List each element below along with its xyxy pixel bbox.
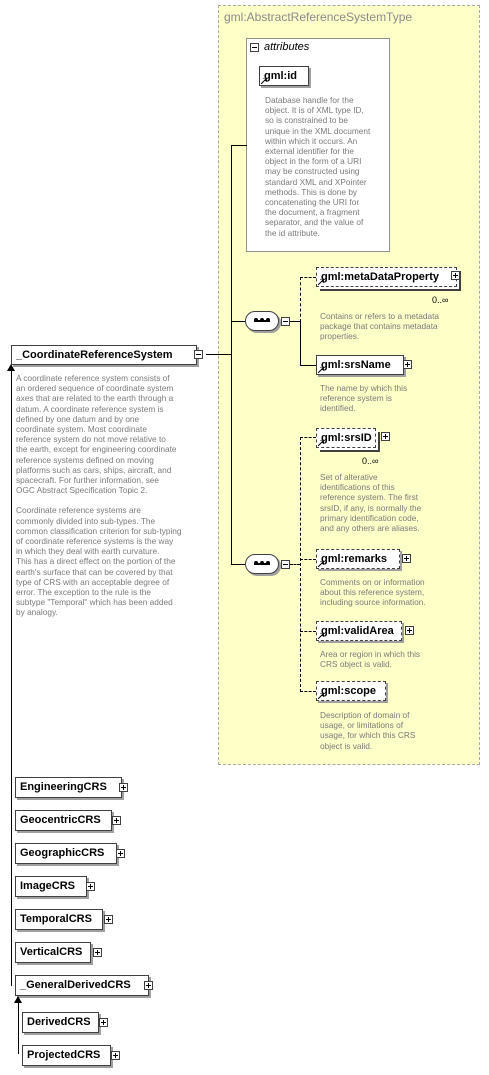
collapse-root-icon[interactable] (194, 350, 203, 359)
reference-arrow-icon (318, 367, 324, 373)
collapse-attributes-icon[interactable] (250, 43, 259, 52)
srsname-label: gml:srsName (321, 359, 391, 371)
gml-id-attribute[interactable] (259, 66, 309, 86)
subtype-derivedcrs[interactable]: DerivedCRS (22, 1012, 99, 1033)
metadata-branch (300, 277, 316, 278)
remarks-branch (300, 559, 316, 560)
expand-derivedcrs-icon[interactable] (99, 1018, 108, 1027)
expand-srsname-icon[interactable] (403, 360, 412, 369)
seq2-out (290, 564, 300, 565)
expand-temporalcrs-icon[interactable] (104, 915, 113, 924)
remarks-element[interactable] (316, 549, 400, 569)
reference-arrow-icon (318, 440, 324, 446)
subtype-generalderivedcrs[interactable]: _GeneralDerivedCRS (15, 975, 149, 996)
expand-geographiccrs-icon[interactable] (116, 849, 125, 858)
scope-branch (300, 691, 316, 692)
srsname-branch (300, 365, 316, 366)
metadataproperty-label: gml:metaDataProperty (321, 271, 439, 283)
reference-arrow-icon (318, 693, 324, 699)
subtype-projectedcrs[interactable]: ProjectedCRS (22, 1045, 111, 1066)
reference-arrow-icon (318, 561, 324, 567)
expand-srsid-icon[interactable] (381, 432, 390, 441)
srsid-branch (300, 437, 316, 438)
remarks-label: gml:remarks (321, 553, 388, 565)
expand-projectedcrs-icon[interactable] (111, 1051, 120, 1060)
type-group-title: gml:AbstractReferenceSystemType (224, 10, 413, 24)
gml-id-label: gml:id (264, 70, 297, 82)
seq1-branch-upper (300, 277, 301, 322)
srsid-element[interactable] (316, 428, 376, 448)
gml-id-description: Database handle for the object. It is of XML type ID, so is constrained to be unique in the XML document within which it occurs. An external identifier for the object in the form of a URI may be constructed using standard XML and XPointer methods. This is done by concatenating the URI for the document, a fragment separator, and the value of the id attribute. (265, 95, 371, 238)
expand-generalderivedcrs-icon[interactable] (144, 981, 153, 990)
root-description: A coordinate reference system consists of an ordered sequence of coordinate system axes that are related to the earth through a datum. A coordinate reference system is defined by one datum and by one coordinate system. Most coordinate reference system do not move relative to the earth, except for engineering coordinate reference systems defined on moving platforms such as cars, ships, aircraft, and spacecraft. For further information, see OGC Abstract Specification Topic 2. Coordinate reference systems are commonly divided into sub-types. The common classification criterion for sub-typing of coordinate reference systems is the way in which they deal with earth curvature. This has a direct effect on the portion of the earth's surface that can be covered by that type of CRS with an acceptable degree of error. The exception to the rule is the subtype "Temporal" which has been added by analogy. (16, 373, 182, 618)
expand-imagecrs-icon[interactable] (86, 882, 95, 891)
root-label: _CoordinateReferenceSystem (16, 349, 173, 361)
sequence-compositor-1[interactable] (245, 311, 279, 331)
scope-label: gml:scope (321, 685, 377, 697)
expand-engineeringcrs-icon[interactable] (119, 783, 128, 792)
validarea-branch (300, 631, 316, 632)
validarea-description: Area or region in which this CRS object is valid. (320, 649, 421, 670)
expand-verticalcrs-icon[interactable] (93, 948, 102, 957)
reference-arrow-icon (318, 633, 324, 639)
derived-spine (18, 1002, 19, 1054)
attributes-connector (231, 145, 247, 146)
seq2-branch (300, 437, 301, 692)
scope-description: Description of domain of usage, or limitations of usage, for which this CRS object is valid. (320, 710, 416, 751)
subtype-imagecrs[interactable]: ImageCRS (15, 876, 87, 897)
subtype-temporalcrs[interactable]: TemporalCRS (15, 909, 103, 930)
sequence-compositor-2[interactable] (245, 554, 279, 574)
attributes-label: attributes (264, 41, 310, 53)
remarks-description: Comments on or information about this reference system, including source information. (320, 577, 426, 608)
srsname-description: The name by which this reference system is identified. (320, 383, 408, 414)
coordinate-reference-system-element[interactable] (11, 345, 197, 365)
reference-arrow-icon (261, 78, 267, 84)
validarea-label: gml:validArea (321, 625, 394, 637)
srsid-description: Set of alterative identifications of this reference system. The first srsID, if any, is normally the primary identification code, and any others are aliases. (320, 472, 422, 534)
reference-arrow-icon (318, 279, 324, 285)
expand-remarks-icon[interactable] (402, 554, 411, 563)
metadataproperty-description: Contains or refers to a metadata package that contains metadata properties. (320, 311, 439, 342)
sequence2-connector (231, 564, 245, 565)
subtype-geocentriccrs[interactable]: GeocentricCRS (15, 810, 112, 831)
root-connector (206, 354, 232, 355)
metadataproperty-element[interactable] (316, 267, 457, 287)
expand-geocentriccrs-icon[interactable] (112, 816, 121, 825)
seq1-branch-lower (300, 321, 301, 366)
scope-element[interactable] (316, 681, 386, 701)
subtype-geographiccrs[interactable]: GeographicCRS (15, 843, 117, 864)
expand-validarea-icon[interactable] (405, 626, 414, 635)
subtype-engineeringcrs[interactable]: EngineeringCRS (15, 777, 122, 798)
validarea-element[interactable] (316, 621, 402, 641)
srsname-element[interactable] (316, 355, 404, 375)
type-vertical-connector (231, 145, 232, 565)
collapse-sequence2-icon[interactable] (281, 560, 290, 569)
expand-metadataproperty-icon[interactable] (451, 271, 460, 280)
collapse-sequence1-icon[interactable] (281, 317, 290, 326)
seq1-out (290, 321, 300, 322)
inheritance-spine (11, 370, 12, 986)
subtype-verticalcrs[interactable]: VerticalCRS (15, 942, 91, 963)
sequence1-connector (231, 321, 245, 322)
metadataproperty-cardinality: 0..∞ (432, 295, 449, 305)
srsid-label: gml:srsID (321, 432, 372, 444)
srsid-cardinality: 0..∞ (362, 456, 379, 466)
